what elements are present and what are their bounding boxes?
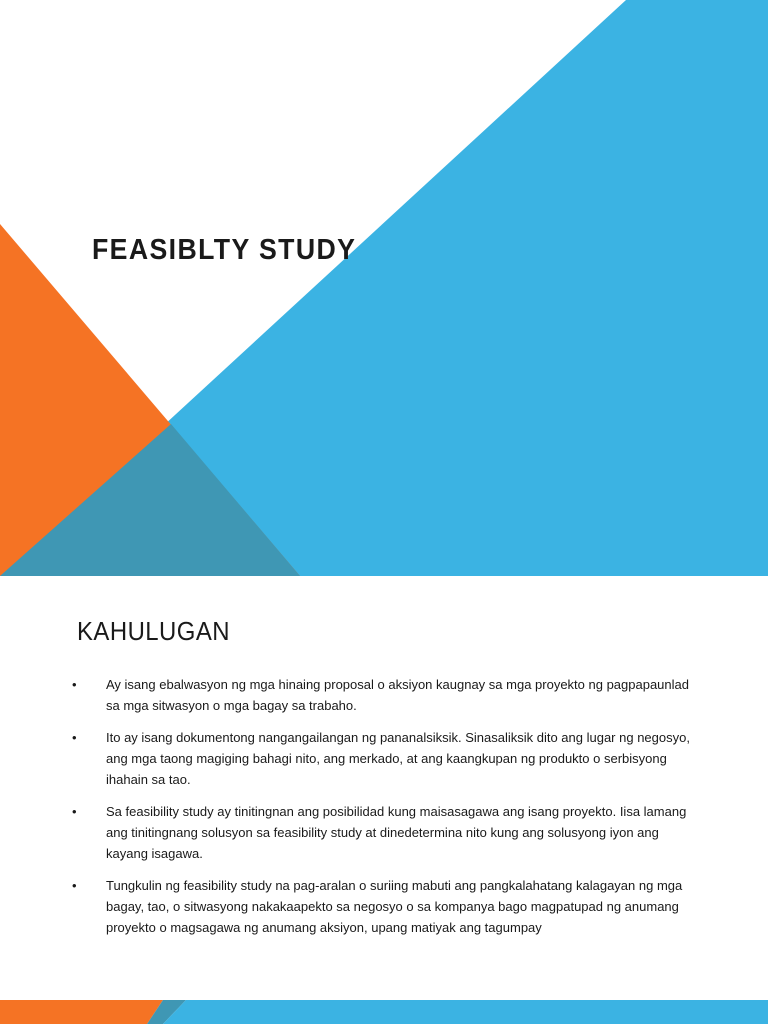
bullet-list — [72, 674, 692, 949]
orange-band — [0, 1000, 163, 1024]
bullet-marker: • — [72, 677, 77, 692]
bullet-marker: • — [72, 730, 77, 745]
bullet-text: Sa feasibility study ay tinitingnan ang posibilidad kung maisasagawa ang isang proyekto. Iisa lamang ang tinitingnang solusyon sa feasibility study at dinedetermina nito kung ang solusyong iyon ang kayang isagawa. — [106, 804, 687, 861]
list-item — [72, 875, 692, 938]
section-heading: KAHULUGAN — [77, 616, 231, 646]
slide-title: FEASIBLTY STUDY — [92, 234, 357, 266]
bullet-marker: • — [72, 804, 77, 819]
bullet-text: Ito ay isang dokumentong nangangailangan ng pananalsiksik. Sinasaliksik dito ang lugar ng negosyo, ang mga taong magiging bahagi nito, ang merkado, at ang kaangkupan ng produkto o serbisyong ihahain sa tao. — [106, 730, 690, 787]
list-item — [72, 801, 692, 864]
content-slide — [0, 576, 768, 1024]
bullet-text: Tungkulin ng feasibility study na pag-aralan o suriing mabuti ang pangkalahatang kalagayan ng mga bagay, tao, o sitwasyong nakakaapekto sa negosyo o sa kompanya bago magpatupad ng anumang proyekto o magsagawa ng anumang aksiyon, upang matiyak ang tagumpay — [106, 878, 683, 935]
bottom-decoration-band — [0, 1000, 768, 1024]
list-item — [72, 674, 692, 716]
list-item — [72, 727, 692, 790]
blue-band — [163, 1000, 768, 1024]
bullet-marker: • — [72, 878, 77, 893]
bullet-text: Ay isang ebalwasyon ng mga hinaing proposal o aksiyon kaugnay sa mga proyekto ng pagpapaunlad sa mga sitwasyon o mga bagay sa trabaho. — [106, 677, 689, 713]
